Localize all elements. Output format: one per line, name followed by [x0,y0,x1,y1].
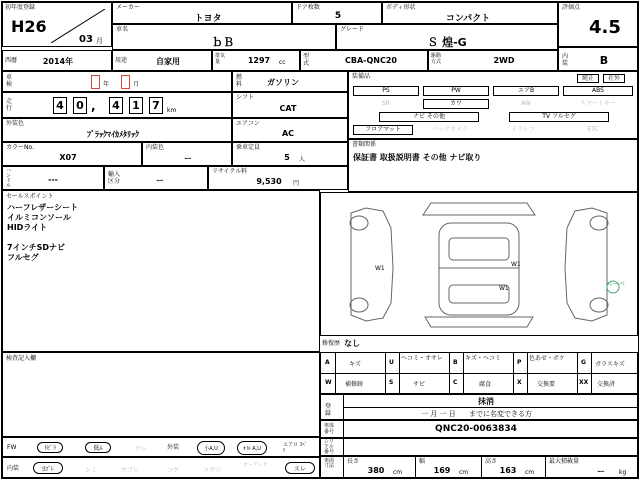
equip-item-floormat: フロアマット [353,125,413,135]
recycle-cell [208,166,348,190]
recycle-label: リサイクル料 [212,168,248,175]
interior-color-cell [142,142,232,166]
fuel-cell [232,71,348,92]
exterior-color-cell [2,118,232,142]
code-letter: XX [579,379,589,386]
color-no-value: X07 [59,153,77,162]
year-cell [2,50,112,71]
fw-item: 低ﾑ [85,442,111,453]
diagram-cell [320,192,638,336]
width-label: 幅 [419,458,426,465]
diagram-mark: W1 [375,265,385,272]
equip-item-sr: SR [382,100,390,107]
fw-label: FW [7,444,17,451]
exterior-item: ｵｲﾙ A,U [237,441,267,455]
model-value: CBA-QNC20 [345,56,397,65]
body-cell [382,2,558,24]
height-label: 高さ [485,458,498,465]
car-name-value: ｂＢ [212,36,234,49]
code-letter: P [517,359,522,366]
inspection-month-unit: 月 [133,81,140,88]
damage-codes-table [320,352,638,394]
slash-line [51,9,106,43]
registration-label: 登録 [325,403,332,417]
capacity-label: 乗車定員 [236,144,261,151]
documents-value: 保証書 取扱説明書 その他 ナビ取り [353,153,482,162]
aircon-label: エアコン [236,120,260,127]
displacement-value: 1297 [247,56,271,65]
equip-item-backcam: バックカメラ [431,126,468,133]
code-letter: W [325,379,332,386]
code-letter: C [453,379,458,386]
maker-cell [112,2,292,24]
length-unit: cm [393,469,403,476]
sales-point-line: フルセグ [7,253,39,262]
interior-item: シミ [85,467,98,474]
chassis-label: 車体番号 [324,423,335,435]
score-cell [558,2,638,47]
code-desc: 補修跡 [345,381,364,388]
score-value: 4.5 [589,17,621,38]
capacity-unit: 人 [299,156,306,163]
sales-point-line: ハーフレザーシート [7,203,79,212]
exterior-item: エアロ ｽﾍﾞﾘ [283,442,308,454]
code-desc: キズ [349,361,361,368]
exterior-color-label: 外装色 [6,120,25,127]
body-label: ボディ形状 [386,4,416,11]
capacity-value: 5 [284,153,290,162]
inspection-cell [2,71,232,92]
code-desc: ガラスキズ [595,361,625,368]
mileage-label: 走行 [6,98,13,112]
model-cell [300,50,428,71]
shift-label: シフト [236,94,255,101]
inspector-notes-cell [2,352,320,437]
code-desc: キズ・ヘコミ [465,355,501,362]
interior-grade-value: B [599,54,609,67]
chassis-cell [320,420,638,438]
interior-grade-cell [558,47,638,71]
mileage-digit: 7 [149,97,163,114]
code-letter: B [453,359,458,366]
equip-item-pw: PW [423,86,489,96]
sales-point-line: HIDライト [7,223,48,232]
mileage-digit: 4 [53,97,67,114]
sales-points-label: セールスポイント [6,193,54,200]
mileage-cell [2,92,232,118]
first-reg-era: H26 [11,17,47,36]
fuel-value: ガソリン [267,78,299,87]
repair-row [322,338,622,350]
dimensions-cell [320,456,638,478]
documents-cell [348,139,638,192]
inspection-year-box [91,75,100,89]
exterior-color-value: ﾌﾞﾗｯｸﾏｲｶﾒﾀﾘｯｸ [87,130,139,139]
use-label: 用途 [115,57,128,64]
exterior-label: 外装 [167,444,180,451]
inspector-notes-label: 検査記入欄 [6,355,37,362]
equip-item-navi: ナビ その他 [379,112,479,122]
load-value: ー [597,467,605,476]
code-letter: G [581,359,586,366]
equip-item-airbag: エアB [493,86,559,96]
interior-item: ヤブレ [121,467,139,474]
fuel-label: 燃料 [236,74,243,88]
length-value: 380 [367,466,385,475]
shift-cell [232,92,348,118]
equipment-label: 装備品 [352,73,371,80]
drive-cell [428,50,558,71]
import-value: ー [156,176,164,185]
load-label: 最大積載量 [549,458,580,465]
code-letter: A [325,359,330,366]
maker-label: メーカー [116,4,140,11]
equip-item-tv: TV フルセグ [509,112,609,122]
equip-item-abs: ABS [563,86,633,96]
mileage-digit: 4 [109,97,123,114]
recycle-unit: 円 [293,180,300,187]
chassis-value: QNC20-0063834 [435,424,517,434]
car-name-cell [112,24,336,50]
equip-item-aw: AW [521,100,531,107]
use-value: 自家用 [156,57,180,66]
code-desc: ヘコミ・オサレ [401,355,443,362]
diagram-mark: W1 [499,285,509,292]
displacement-cell [212,50,300,71]
documents-label: 書類関係 [352,141,377,148]
code-desc: 色あせ・ボケ [529,355,566,362]
maker-value: トヨタ [194,14,222,24]
width-value: 169 [433,466,451,475]
body-value: コンパクト [445,14,491,24]
height-unit: cm [525,469,535,476]
interior-row-label: 内装 [7,465,20,472]
score-label: 評価点 [562,4,581,11]
equip-item-leather: カワ [423,99,489,109]
inspection-label: 車検 [6,74,13,88]
sales-point-line: 7インチSDナビ [7,243,65,252]
interior-item: オーディオ [243,462,268,468]
inspection-year-unit: 年 [103,81,110,88]
interior-item: コゲ穴 [203,467,222,474]
interior-item: スレ [285,462,315,474]
registration-deadline-pre: 一 月 一 日 [421,410,456,418]
interior-row [2,457,320,478]
sales-point-line: イルミコンソール [7,213,71,222]
inspection-month-box [121,75,130,89]
serial-label: シリアル番号 [324,439,335,455]
code-letter: X [517,379,522,386]
registration-deadline-post: までに名変できる方 [469,410,532,418]
grade-label: グレード [340,26,365,33]
import-label: 輸入区分 [108,171,121,185]
first-reg-month: 03 [79,34,93,45]
interior-item: ﾖｺﾞﾚ [33,462,63,474]
equip-item-etc: ETC [587,126,599,133]
code-letter: S [389,379,394,386]
aircon-cell [232,118,348,142]
code-desc: 腐食 [479,381,492,388]
color-no-label: カラーNo. [6,144,34,151]
genuine-badge: 純正 [577,74,599,83]
mileage-comma: , [91,99,96,113]
repair-value: なし [344,339,360,348]
import-cell [104,166,208,190]
equip-item-ps: PS [353,86,419,96]
interior-item: コゲ [167,467,180,474]
first-reg-label: 初年度登録 [5,4,36,11]
color-no-cell [2,142,142,166]
dimensions-label: 車両寸法 [324,458,335,469]
code-letter: U [389,359,394,366]
interior-color-label: 内装色 [146,144,165,151]
equip-item-smartkey: スマートキー [580,100,616,107]
fw-item: ワレ [135,446,148,453]
first-registration-cell [2,2,112,47]
drive-label: 駆動方式 [431,53,442,65]
exterior-item: 小A,U [197,441,225,455]
handle-label: ハンドル [6,168,12,189]
shift-value: CAT [279,104,297,113]
handle-cell [2,166,104,190]
doors-cell [292,2,382,24]
equip-item-dashcam: ドラレコ [510,126,535,133]
diagram-legend: ルーペ [607,281,626,288]
serial-cell [320,438,638,456]
equipment-cell [348,71,638,139]
sales-points-list [7,203,78,263]
recycle-value: 9,530 [256,177,282,186]
sales-points-cell [2,190,320,352]
grade-cell [336,24,558,50]
length-label: 長さ [347,458,360,465]
width-unit: cm [459,469,469,476]
sales-point-line [7,233,78,243]
fw-row [2,437,320,457]
model-label: 型式 [303,53,310,67]
doors-value: 5 [334,11,342,21]
height-value: 163 [499,466,517,475]
dealer-badge: 社外 [603,74,625,83]
interior-color-value: ー [184,154,192,163]
use-cell [112,50,212,71]
displacement-unit: cc [279,59,286,66]
mileage-unit: km [167,107,177,114]
code-desc: 交換要 [537,381,556,388]
registration-cell [320,394,638,420]
displacement-label: 排気量 [215,53,226,65]
diagram-mark: W1 [511,261,521,268]
doors-label: ドア枚数 [296,4,320,11]
mileage-digit: 1 [129,97,143,114]
interior-grade-label: 内装 [562,53,569,67]
load-unit: kg [619,469,627,476]
car-diagram [321,193,637,335]
capacity-cell [232,142,348,166]
code-desc: サビ [413,381,426,388]
first-reg-month-unit: 月 [96,37,103,45]
car-name-label: 車名 [116,26,129,33]
year-label: 西暦 [5,57,18,64]
fw-item: ﾄﾋﾞﾗ [37,442,63,453]
mileage-digit: 0 [73,97,87,114]
repair-label: 修復歴 [322,340,341,347]
grade-value: Ｓ 煌-G [427,36,467,49]
handle-value: --- [48,175,58,184]
code-desc: 交換済 [597,381,616,388]
year-value: 2014年 [42,57,74,66]
aircon-value: AC [281,129,295,138]
drive-value: 2WD [493,56,515,65]
registration-status: 抹消 [478,397,494,406]
